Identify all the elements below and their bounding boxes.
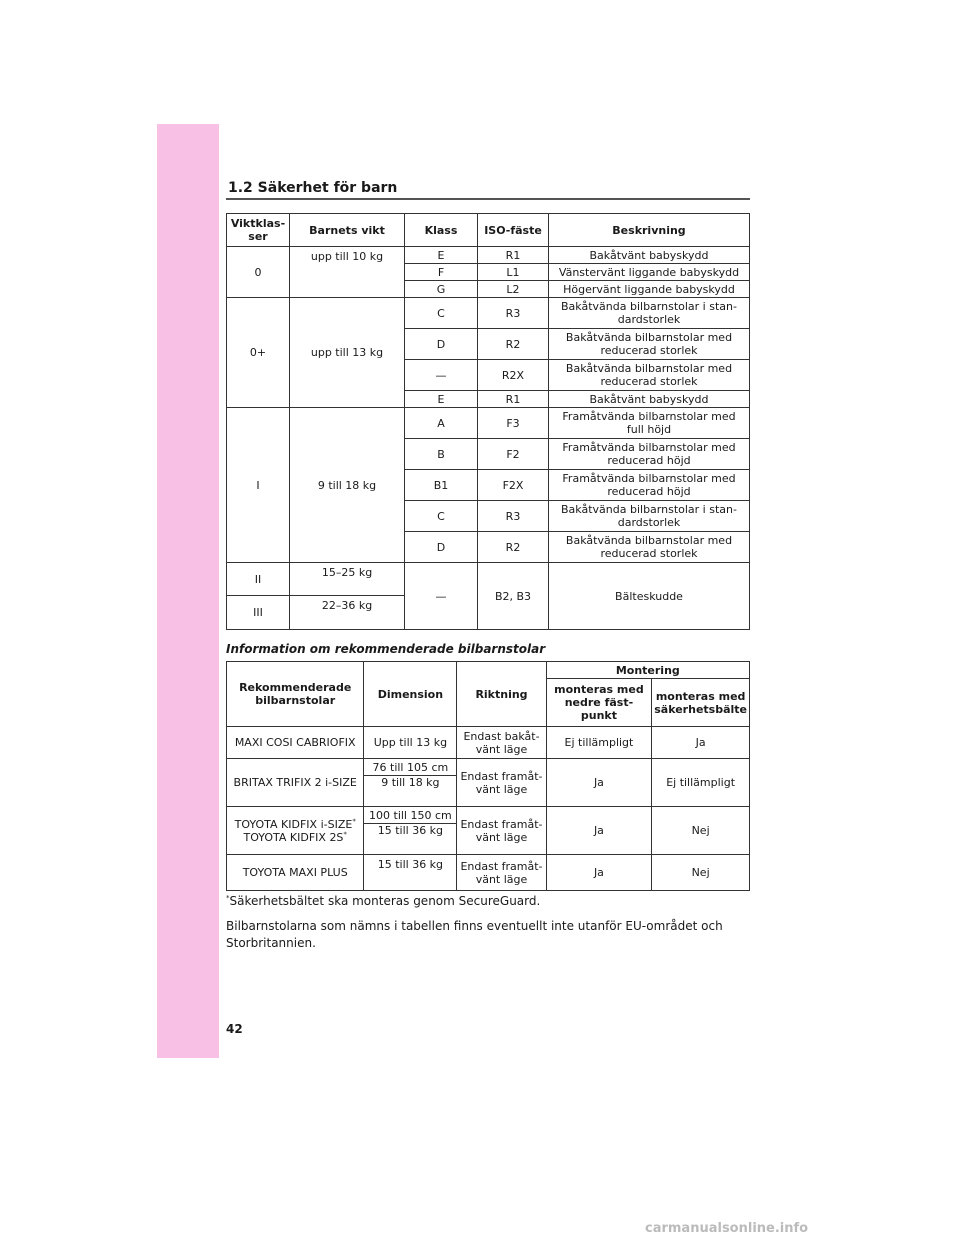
cell-description: Högervänt liggande babyskydd [549,281,750,298]
cell-dimension: 100 till 150 cm [364,807,457,824]
cell-seat: BRITAX TRIFIX 2 i-SIZE [227,759,364,807]
header-class: Klass [405,214,478,247]
cell-weight-class: I [227,408,290,563]
cell-description: Bakåtvända bilbarnstolar med reducerad storlek [549,532,750,563]
cell-mount-b: Ja [652,727,750,759]
cell-weight: upp till 10 kg [290,247,405,298]
watermark: carmanualsonline.info [645,1221,809,1236]
cell-iso: R2 [478,329,549,360]
header-child-weight: Barnets vikt [290,214,405,247]
cell-seat: MAXI COSI CABRIOFIX [227,727,364,759]
cell-dimension: 76 till 105 cm [364,759,457,776]
cell-mount-b: Ej tillämpligt [652,759,750,807]
cell-class: G [405,281,478,298]
seat-name: TOYOTA KIDFIX 2S [243,830,344,844]
cell-dimension: 15 till 36 kg [364,855,457,891]
cell-weight: upp till 13 kg [290,298,405,408]
table-row [227,727,750,759]
cell-mount-b: Nej [652,807,750,855]
page-number: 42 [226,1022,243,1036]
cell-iso: F2X [478,470,549,501]
header-mount-seatbelt: monteras med säkerhetsbälte [652,679,750,727]
page-side-tab [157,124,219,1058]
cell-weight: 9 till 18 kg [290,408,405,563]
cell-description: Bakåtvända bilbarnstolar i stan- dardstorlek [549,298,750,329]
body-paragraph: Bilbarnstolarna som nämns i tabellen finns eventuellt inte utanför EU-området och Storbritannien. [226,919,723,950]
header-dimension: Dimension [364,662,457,727]
table-row [227,298,750,329]
section-title: 1.2 Säkerhet för barn [228,180,398,196]
recommended-seats-table [226,661,750,891]
table-row [227,563,750,596]
header-weight-class: Viktklas- ser [227,214,290,247]
cell-seat [227,807,364,855]
cell-mount-a: Ja [546,759,652,807]
cell-class: B1 [405,470,478,501]
cell-iso: F2 [478,439,549,470]
cell-description: Vänstervänt liggande babyskydd [549,264,750,281]
table-row [227,247,750,264]
cell-iso: R2X [478,360,549,391]
footnote-text: Säkerhetsbältet ska monteras genom SecureGuard. [229,894,541,908]
footnote-marker: * [352,816,356,825]
table-header-row [227,214,750,247]
cell-mount-a: Ja [546,855,652,891]
cell-description: Framåtvända bilbarnstolar med reducerad höjd [549,439,750,470]
cell-class: F [405,264,478,281]
footnote-marker: * [343,829,347,838]
cell-class: A [405,408,478,439]
cell-iso: L1 [478,264,549,281]
seat-name: TOYOTA KIDFIX i-SIZE [234,817,353,831]
cell-mount-a: Ej tillämpligt [546,727,652,759]
cell-weight-class: 0 [227,247,290,298]
table-row [227,759,750,776]
cell-description: Bakåtvända bilbarnstolar i stan- dardstorlek [549,501,750,532]
cell-description: Bakåtvända bilbarnstolar med reducerad storlek [549,360,750,391]
cell-direction: Endast framåt- vänt läge [457,855,546,891]
cell-class: C [405,298,478,329]
cell-iso: R3 [478,501,549,532]
cell-iso: R1 [478,391,549,408]
cell-description: Bakåtvänt babyskydd [549,391,750,408]
cell-weight-class: II [227,563,290,596]
cell-direction: Endast framåt- vänt läge [457,759,546,807]
cell-direction: Endast bakåt- vänt läge [457,727,546,759]
footnote-marker: * [226,894,230,902]
table-row [227,807,750,824]
cell-class: C [405,501,478,532]
cell-class: B [405,439,478,470]
cell-description: Framåtvända bilbarnstolar med full höjd [549,408,750,439]
cell-mount-a: Ja [546,807,652,855]
table-header-row [227,662,750,679]
cell-class: D [405,329,478,360]
header-recommended-seats: Rekommenderade bilbarnstolar [227,662,364,727]
cell-iso: R3 [478,298,549,329]
cell-iso: B2, B3 [478,563,549,630]
header-mount-lower-anchor: monteras med nedre fäst- punkt [546,679,652,727]
header-description: Beskrivning [549,214,750,247]
header-mounting: Montering [546,662,749,679]
table-caption: Information om rekommenderade bilbarnstolar [226,642,546,656]
cell-dimension: 9 till 18 kg [364,776,457,807]
cell-iso: R1 [478,247,549,264]
header-iso-fixture: ISO-fäste [478,214,549,247]
footnote [226,894,540,908]
cell-iso: L2 [478,281,549,298]
cell-weight-class: III [227,596,290,630]
cell-seat: TOYOTA MAXI PLUS [227,855,364,891]
cell-class: — [405,563,478,630]
cell-direction: Endast framåt- vänt läge [457,807,546,855]
cell-dimension: Upp till 13 kg [364,727,457,759]
cell-iso: F3 [478,408,549,439]
weight-class-table [226,213,750,630]
cell-description: Bakåtvända bilbarnstolar med reducerad storlek [549,329,750,360]
cell-class: E [405,391,478,408]
cell-description: Bälteskudde [549,563,750,630]
cell-weight-class: 0+ [227,298,290,408]
section-divider [226,198,750,200]
table-row [227,408,750,439]
cell-iso: R2 [478,532,549,563]
cell-mount-b: Nej [652,855,750,891]
cell-class: — [405,360,478,391]
cell-dimension: 15 till 36 kg [364,824,457,855]
cell-weight: 22–36 kg [290,596,405,630]
cell-description: Bakåtvänt babyskydd [549,247,750,264]
header-direction: Riktning [457,662,546,727]
cell-class: D [405,532,478,563]
cell-description: Framåtvända bilbarnstolar med reducerad höjd [549,470,750,501]
cell-class: E [405,247,478,264]
table-row [227,855,750,891]
cell-weight: 15–25 kg [290,563,405,596]
